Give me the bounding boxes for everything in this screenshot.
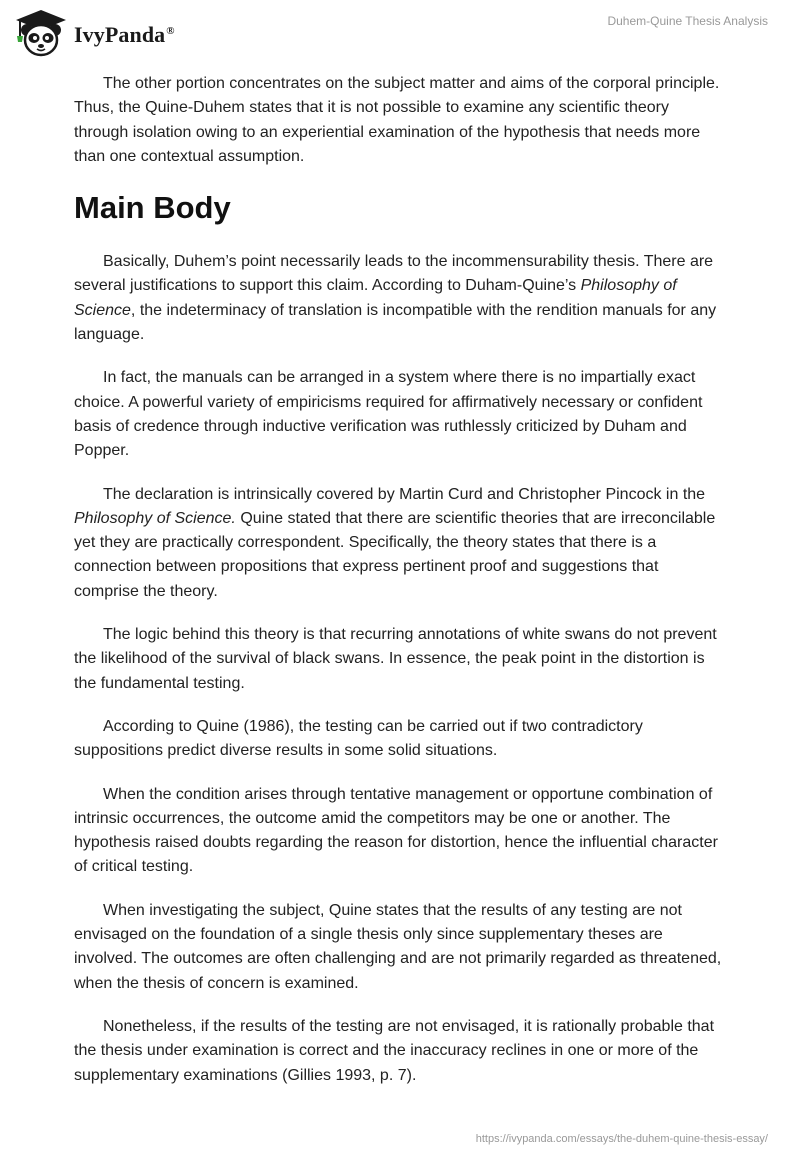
- logo-wordmark: IvyPanda®: [74, 22, 175, 47]
- document-title: Duhem-Quine Thesis Analysis: [607, 14, 768, 28]
- paragraph-3: The declaration is intrinsically covered by Martin Curd and Christopher Pincock in the Philosophy of Science. Quine stated that there are scientific theories that are irreconcilable yet they are practically correspondent. Specifically, the theory states that there is a connection between propositions that express pertinent proof and suggestions that comprise the theory.: [74, 485, 716, 600]
- paragraph-6: When the condition arises through tentative management or opportune combination of intrinsic occurrences, the outcome amid the competitors may be one or another. The hypothesis raised doubts regarding the reason for distortion, hence the influential character of critical testing.: [74, 785, 718, 876]
- source-url-link[interactable]: https://ivypanda.com/essays/the-duhem-quine-thesis-essay/: [475, 1133, 768, 1145]
- paragraph-4: The logic behind this theory is that recurring annotations of white swans do not prevent the likelihood of the survival of black swans. In essence, the peak point in the distortion is the fundamental testing.: [74, 626, 717, 692]
- section-heading: Main Body: [74, 190, 231, 226]
- registered-mark: ®: [166, 24, 175, 37]
- page-header: [0, 0, 800, 62]
- paragraph-7: When investigating the subject, Quine states that the results of any testing are not envisaged on the foundation of a single thesis only since supplementary theses are involved. The outcomes are often challenging and are not primarily regarded as threatened, when the thesis of concern is examined.: [74, 901, 722, 992]
- site-logo[interactable]: [14, 8, 175, 58]
- panda-graduate-icon: [14, 8, 68, 58]
- paragraph-1: Basically, Duhem’s point necessarily leads to the incommensurability thesis. There are several justifications to support this claim. According to Duham-Quine’s Philosophy of Science, the indeterminacy of translation is incompatible with the rendition manuals for any language.: [74, 253, 717, 344]
- book-title: Philosophy of Science.: [74, 509, 236, 527]
- paragraph-2: In fact, the manuals can be arranged in a system where there is no impartially exact choice. A powerful variety of empiricisms required for affirmatively necessary or confident basis of credence through inductive verification was ruthlessly criticized by Duham and Popper.: [74, 369, 703, 460]
- intro-paragraph: The other portion concentrates on the subject matter and aims of the corporal principle. Thus, the Quine-Duhem states that it is not possible to examine any scientific theory through isolation owing to an experiential examination of the hypothesis that needs more than one contextual assumption.: [74, 75, 720, 165]
- essay-content: [74, 72, 726, 1107]
- paragraph-8: Nonetheless, if the results of the testing are not envisaged, it is rationally probable that the thesis under examination is correct and the inaccuracy reclines in one or more of the supplementary examinations (Gillies 1993, p. 7).: [74, 1017, 715, 1084]
- book-title: Philosophy of Science: [74, 277, 677, 319]
- paragraph-5: According to Quine (1986), the testing can be carried out if two contradictory suppositions predict diverse results in some solid situations.: [74, 717, 643, 760]
